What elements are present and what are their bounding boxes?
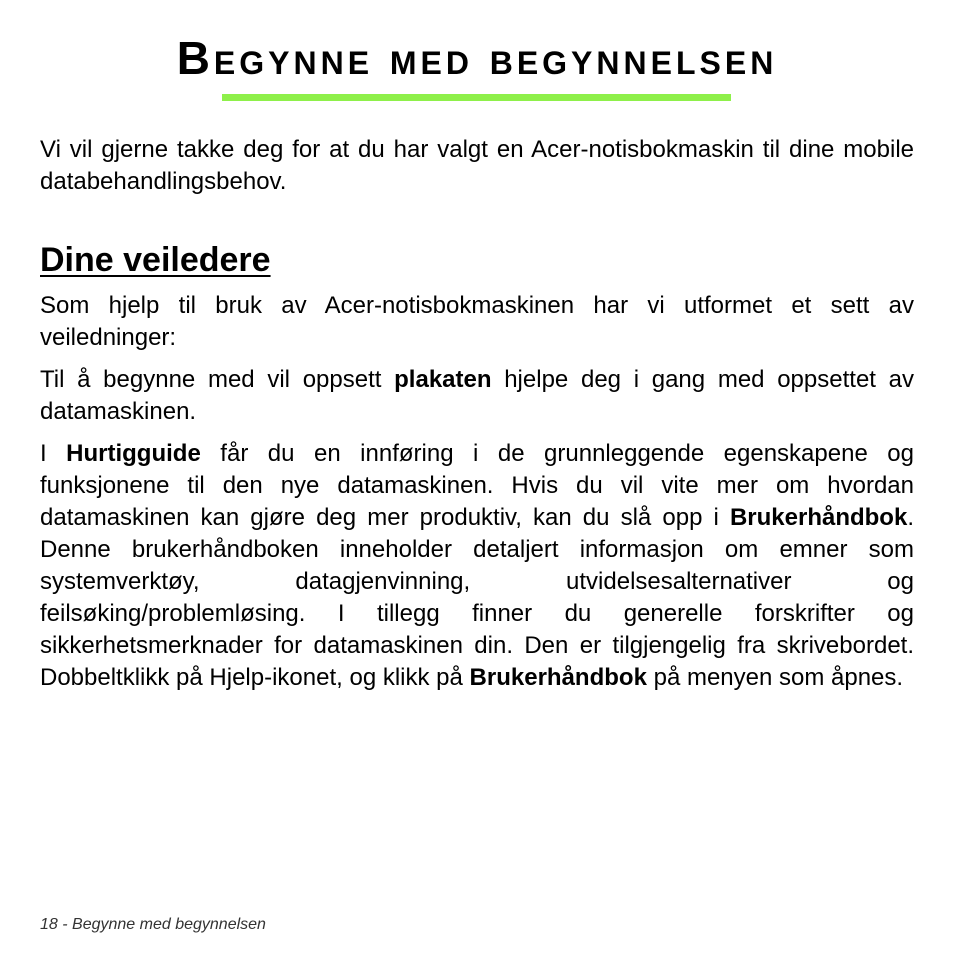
poster-paragraph — [40, 364, 914, 428]
text-run: får du en innføring i de grunnleggende egenskapene og funksjonene til den nye datamaskinen. Hvis du vil vite mer om hvordan datamaskinen kan gjøre deg mer produktiv, kan du slå opp i — [40, 440, 914, 531]
text-run: hjelpe deg i gang med oppsettet av datamaskinen. — [40, 366, 914, 425]
intro-paragraph: Vi vil gjerne takke deg for at du har valgt en Acer-notisbokmaskin til dine mobile databehandlingsbehov. — [40, 136, 914, 195]
guides-intro-paragraph: Som hjelp til bruk av Acer-notisbokmaskinen har vi utformet et sett av veiledninger: — [40, 292, 914, 351]
bold-term-poster: plakaten — [394, 366, 492, 393]
page-title: Begynne med begynnelsen — [176, 32, 778, 84]
page-footer: 18 - Begynne med begynnelsen — [40, 916, 266, 933]
section-heading: Dine veiledere — [40, 241, 271, 279]
text-run: Til å begynne med vil oppsett — [40, 366, 395, 393]
page-content — [40, 134, 914, 704]
bold-term-quick-guide: Hurtigguide — [66, 440, 201, 467]
text-run: på menyen som åpnes. — [646, 664, 904, 691]
bold-term-user-guide: Brukerhåndbok — [469, 664, 647, 691]
text-run: I — [40, 440, 67, 467]
title-accent-bar — [222, 94, 731, 101]
text-run: . Denne brukerhåndboken inneholder detaljert informasjon om emner som systemverktøy, datagjenvinning, utvidelsesalternativer og feilsøking/problemløsing. I tillegg finner du generelle forskrifter og sikkerhetsmerknader for datamaskinen din. Den er tilgjengelig fra skrivebordet. Dobbeltklikk på Hjelp-ikonet, og klikk på — [40, 504, 914, 691]
user-guide-paragraph — [40, 438, 914, 694]
bold-term-user-guide: Brukerhåndbok — [729, 504, 908, 531]
